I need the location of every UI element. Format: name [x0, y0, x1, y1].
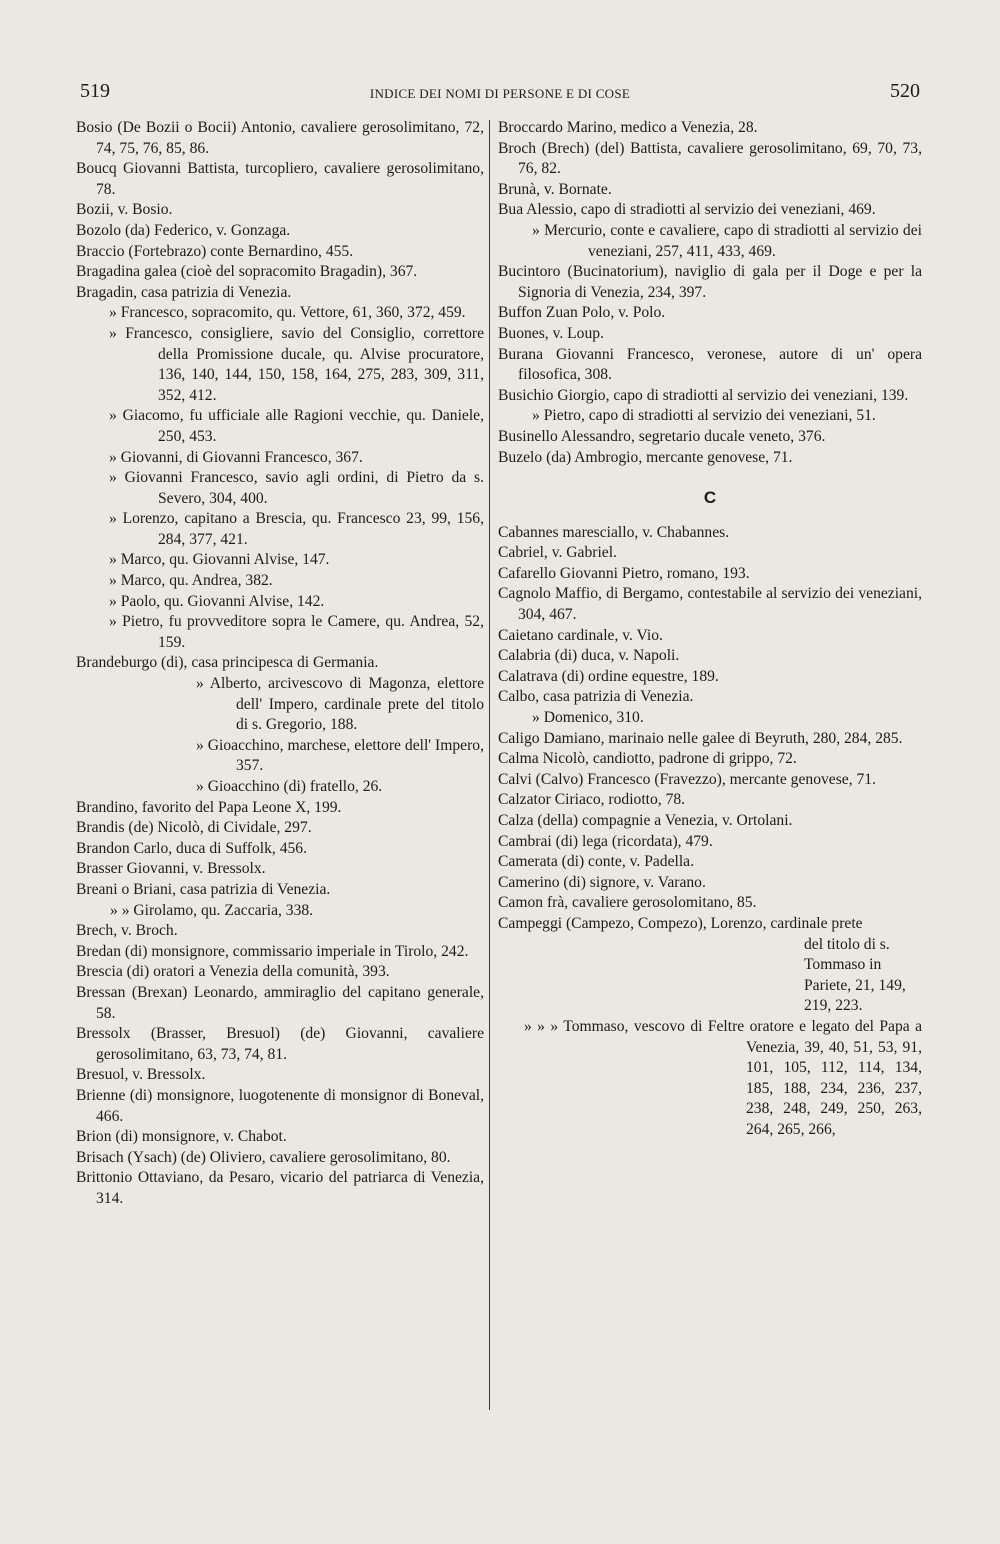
index-entry-continuation: del titolo di s. Tommaso in Pariete, 21, 149, 219, 223.: [804, 935, 906, 1015]
index-entry: Bredan (di) monsignore, commissario imperiale in Tirolo, 242.: [76, 942, 469, 960]
index-entry: Calzator Ciriaco, rodiotto, 78.: [498, 791, 686, 809]
index-entry: Brandon Carlo, duca di Suffolk, 456.: [76, 839, 307, 857]
index-entry: Brittonio Ottaviano, da Pesaro, vicario del patriarca di Venezia, 314.: [76, 1169, 484, 1207]
page-header: [80, 80, 920, 108]
index-entry: Breani o Briani, casa patrizia di Venezia.: [76, 880, 331, 898]
index-entry: Camerata (di) conte, v. Padella.: [498, 853, 694, 871]
index-entry: Cabannes maresciallo, v. Chabannes.: [498, 523, 730, 541]
index-entry: Caligo Damiano, marinaio nelle galee di Beyruth, 280, 284, 285.: [498, 729, 903, 747]
index-entry: » Domenico, 310.: [532, 709, 644, 727]
index-entry: Brandis (de) Nicolò, di Cividale, 297.: [76, 819, 312, 837]
index-entry: Brisach (Ysach) (de) Oliviero, cavaliere gerosolimitano, 80.: [76, 1148, 451, 1166]
index-entry: Bresuol, v. Bressolx.: [76, 1066, 206, 1084]
index-entry: » Mercurio, conte e cavaliere, capo di stradiotti al servizio dei veneziani, 257, 411, 433, 469.: [532, 221, 922, 260]
index-entries-b: [498, 118, 922, 468]
index-entry: Buones, v. Loup.: [498, 324, 604, 342]
index-entry: Camon frà, cavaliere gerosolomitano, 85.: [498, 894, 757, 912]
index-entry: » » » Tommaso, vescovo di Feltre oratore e legato del Papa a Venezia, 39, 40, 51, 53, 91, 101, 105, 112, 114, 134, 185, 188, 234, 236, 237, 238, 248, 249, 250, 263, 264, 265, 266,: [524, 1017, 922, 1138]
index-entry: Campeggi (Campezo, Compezo), Lorenzo, cardinale prete: [498, 914, 863, 932]
index-entry: Calatrava (di) ordine equestre, 189.: [498, 667, 719, 685]
index-entry: Brasser Giovanni, v. Bressolx.: [76, 860, 266, 878]
index-entry: Buffon Zuan Polo, v. Polo.: [498, 304, 666, 322]
index-entry: Cagnolo Maffio, di Bergamo, contestabile al servizio dei veneziani, 304, 467.: [498, 585, 922, 624]
index-entry: » Giovanni, di Giovanni Francesco, 367.: [109, 448, 363, 466]
index-entry: Cafarello Giovanni Pietro, romano, 193.: [498, 564, 750, 582]
page-number-left: 519: [80, 80, 110, 102]
index-entry: Brandino, favorito del Papa Leone X, 199.: [76, 798, 342, 816]
index-entry: Cambrai (di) lega (ricordata), 479.: [498, 832, 713, 850]
index-entry: Boucq Giovanni Battista, turcopliero, cavaliere gerosolimitano, 78.: [76, 160, 484, 198]
index-entry: » Gioacchino (di) fratello, 26.: [196, 778, 383, 795]
index-entry: Camerino (di) signore, v. Varano.: [498, 873, 706, 891]
column-divider: [489, 120, 490, 1410]
running-head: INDICE DEI NOMI DI PERSONE E DI COSE: [369, 86, 631, 101]
index-entry: Braccio (Fortebrazo) conte Bernardino, 455.: [76, 242, 354, 260]
index-column-right: [498, 118, 922, 1141]
index-entry: » Francesco, sopracomito, qu. Vettore, 61, 360, 372, 459.: [109, 304, 466, 322]
index-entry: Brion (di) monsignore, v. Chabot.: [76, 1128, 287, 1146]
index-entry: » Gioacchino, marchese, elettore dell' Impero, 357.: [196, 736, 484, 775]
index-entry: Buzelo (da) Ambrogio, mercante genovese, 71.: [498, 448, 793, 466]
index-column-left: [76, 118, 484, 1209]
index-entry: Bucintoro (Bucinatorium), naviglio di gala per il Doge e per la Signoria di Venezia, 234, 397.: [498, 263, 922, 301]
index-entry: Calvi (Calvo) Francesco (Fravezzo), mercante genovese, 71.: [498, 770, 876, 788]
index-entry: Cabriel, v. Gabriel.: [498, 544, 617, 562]
index-entry: Burana Giovanni Francesco, veronese, autore di un' opera filosofica, 308.: [498, 345, 922, 384]
index-entry: Brunà, v. Bornate.: [498, 180, 612, 198]
index-entry: Calza (della) compagnie a Venezia, v. Ortolani.: [498, 812, 793, 829]
index-entries-c: [498, 523, 922, 935]
index-entry: Busichio Giorgio, capo di stradiotti al servizio dei veneziani, 139.: [498, 386, 909, 404]
index-entry: Calma Nicolò, candiotto, padrone di grippo, 72.: [498, 750, 797, 768]
index-entry: Bressolx (Brasser, Bresuol) (de) Giovanni, cavaliere gerosolimitano, 63, 73, 74, 81.: [76, 1025, 484, 1063]
page-number-right: 520: [890, 80, 920, 102]
index-entry: Bragadina galea (cioè del sopracomito Bragadin), 367.: [76, 263, 418, 281]
index-entry: » Marco, qu. Giovanni Alvise, 147.: [109, 551, 330, 569]
index-entry: » Paolo, qu. Giovanni Alvise, 142.: [109, 592, 325, 610]
index-entry: Brienne (di) monsignore, luogotenente di monsignor di Boneval, 466.: [76, 1086, 484, 1125]
index-entry: Businello Alessandro, segretario ducale veneto, 376.: [498, 427, 826, 445]
index-entry: Caietano cardinale, v. Vio.: [498, 626, 663, 644]
index-entry: » Marco, qu. Andrea, 382.: [109, 572, 273, 590]
index-entry: Bragadin, casa patrizia di Venezia.: [76, 283, 292, 301]
index-entry: » Lorenzo, capitano a Brescia, qu. Francesco 23, 99, 156, 284, 377, 421.: [109, 510, 484, 548]
index-entry: » Giovanni Francesco, savio agli ordini, di Pietro da s. Severo, 304, 400.: [109, 469, 484, 507]
section-letter: C: [703, 488, 717, 508]
index-entry: Bua Alessio, capo di stradiotti al servizio dei veneziani, 469.: [498, 201, 876, 219]
index-entry: Brech, v. Broch.: [76, 922, 178, 940]
index-entry: » » Girolamo, qu. Zaccaria, 338.: [110, 901, 314, 919]
index-entry: » Giacomo, fu ufficiale alle Ragioni vecchie, qu. Daniele, 250, 453.: [109, 407, 484, 445]
index-entry: » Francesco, consigliere, savio del Consiglio, correttore della Promissione ducale, qu. Alvise procuratore, 136, 140, 144, 150, 158, 164, 275, 283, 309, 311, 352, 412.: [109, 324, 484, 404]
index-entry: » Pietro, fu provveditore sopra le Camere, qu. Andrea, 52, 159.: [109, 613, 484, 651]
index-entry: Calbo, casa patrizia di Venezia.: [498, 688, 694, 706]
index-entry: Bressan (Brexan) Leonardo, ammiraglio del capitano generale, 58.: [76, 983, 484, 1022]
index-entry: Bozolo (da) Federico, v. Gonzaga.: [76, 221, 291, 239]
index-entry: Brandeburgo (di), casa principesca di Germania.: [76, 654, 379, 672]
index-entry: Broccardo Marino, medico a Venezia, 28.: [498, 119, 758, 136]
index-entry: » Alberto, arcivescovo di Magonza, elettore dell' Impero, cardinale prete del titolo di s. Gregorio, 188.: [196, 675, 484, 734]
index-entry: Brescia (di) oratori a Venezia della comunità, 393.: [76, 963, 390, 981]
index-entry: Bosio (De Bozii o Bocii) Antonio, cavaliere gerosolimitano, 72, 74, 75, 76, 85, 86.: [76, 119, 484, 157]
index-entry: Calabria (di) duca, v. Napoli.: [498, 647, 680, 665]
index-entry: Bozii, v. Bosio.: [76, 201, 173, 219]
index-entry: » Pietro, capo di stradiotti al servizio dei veneziani, 51.: [532, 407, 876, 425]
index-entry: Broch (Brech) (del) Battista, cavaliere gerosolimitano, 69, 70, 73, 76, 82.: [498, 139, 922, 178]
